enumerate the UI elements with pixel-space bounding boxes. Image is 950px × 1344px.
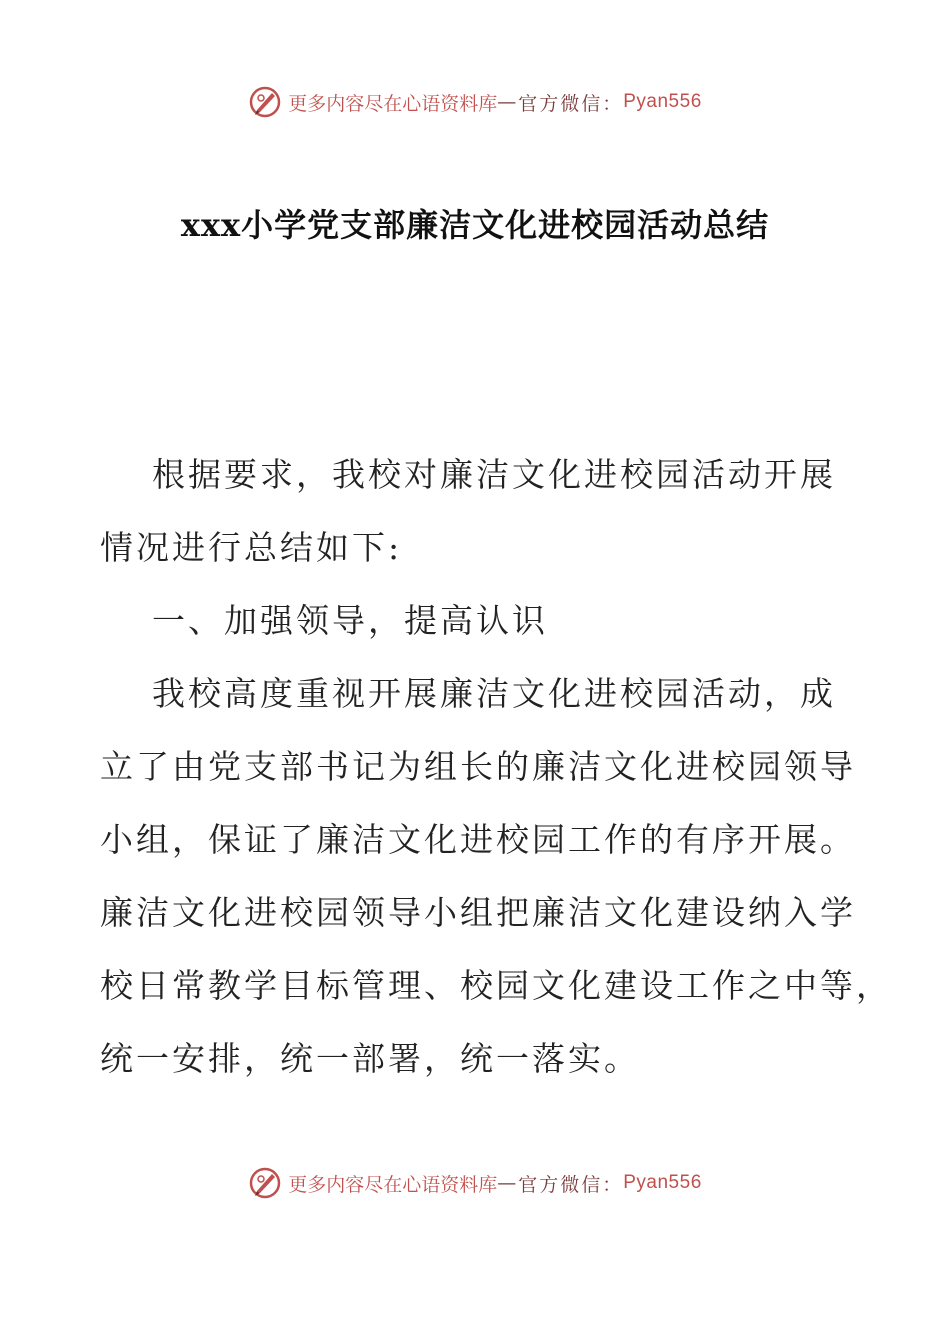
pen-logo-icon	[248, 1166, 282, 1200]
footer-banner	[0, 1163, 950, 1203]
para-line-2: 立了由党支部书记为组长的廉洁文化进校园领导	[100, 747, 856, 786]
para-line-3: 小组，保证了廉洁文化进校园工作的有序开展。	[100, 820, 856, 859]
para-line-4: 廉洁文化进校园领导小组把廉洁文化建设纳入学	[100, 893, 856, 932]
document-body	[100, 438, 892, 1095]
para-line-1: 我校高度重视开展廉洁文化进校园活动，成	[152, 674, 836, 713]
banner-brand: 更多内容尽在心语资料库	[288, 92, 498, 115]
banner-handle: Pyan556	[623, 91, 702, 112]
banner-dash: —	[497, 91, 519, 113]
banner-label: 官方微信：	[518, 92, 624, 115]
banner-label: 官方微信：	[518, 1173, 624, 1196]
intro-line-2: 情况进行总结如下:	[100, 528, 403, 567]
document-title: xxx小学党支部廉洁文化进校园活动总结	[180, 206, 770, 244]
para-line-5: 校日常教学目标管理、校园文化建设工作之中等，	[100, 966, 892, 1005]
banner-brand: 更多内容尽在心语资料库	[288, 1173, 498, 1196]
para-line-6: 统一安排，统一部署，统一落实。	[100, 1039, 640, 1078]
header-banner	[0, 82, 950, 122]
pen-logo-icon	[248, 85, 282, 119]
section-heading-1: 一、加强领导，提高认识	[152, 601, 548, 640]
banner-handle: Pyan556	[623, 1172, 702, 1193]
intro-line-1: 根据要求，我校对廉洁文化进校园活动开展	[152, 455, 836, 494]
banner-dash: —	[497, 1172, 519, 1194]
